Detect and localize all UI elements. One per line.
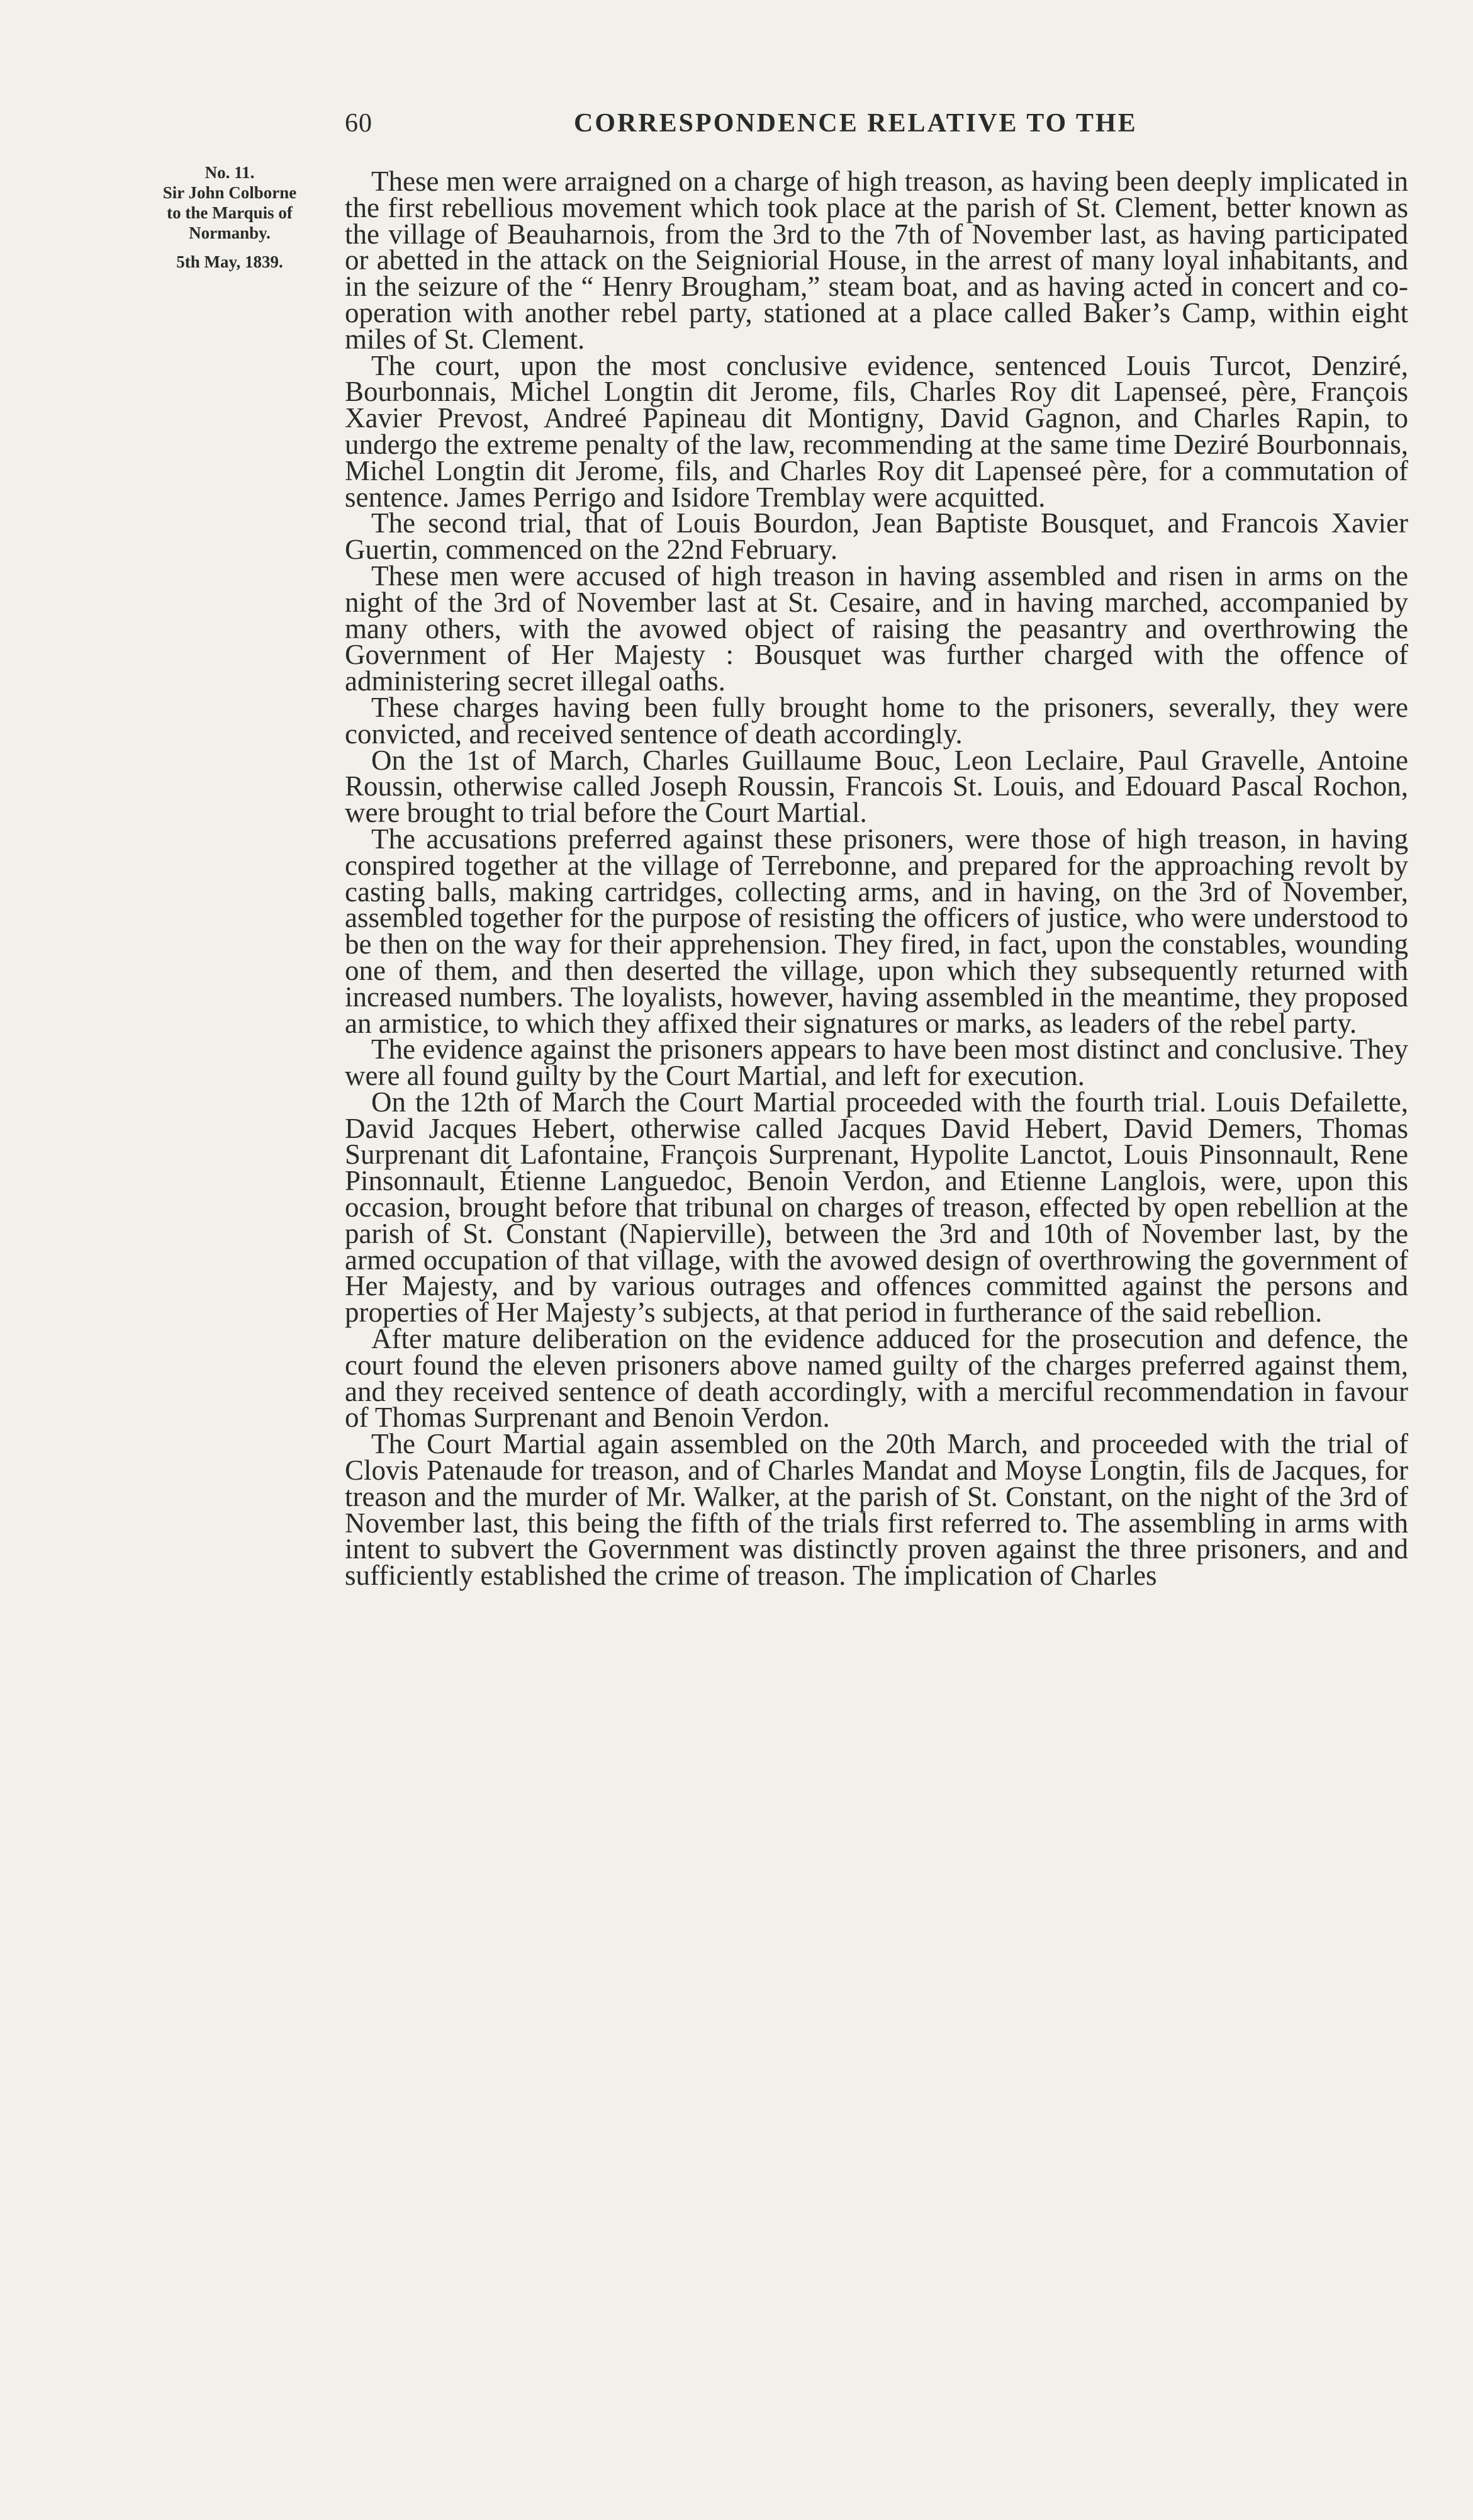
- running-header: CORRESPONDENCE RELATIVE TO THE: [574, 109, 1138, 138]
- paragraph: After mature deliberation on the evidence adduced for the prosecution and defence, the court found the eleven prisoners above named guilty of the charges preferred against them, and they received sentence of death accordingly, with a merciful recommendation in favour of Thomas Surprenant and Benoin Verdon.: [345, 1323, 1408, 1434]
- paragraph: On the 12th of March the Court Martial proceeded with the fourth trial. Louis Defailette, David Jacques Hebert, otherwise called Jacques David Hebert, David Demers, Thomas Surprenant dit Lafontaine, François Surprenant, Hypolite Lanctot, Louis Pinsonnault, Rene Pinsonnault, Étienne Languedoc, Benoin Verdon, and Etienne Langlois, were, upon this occasion, brought before that tribunal on charges of treason, effected by open rebellion at the parish of St. Constant (Napierville), between the 3rd and 10th of November last, by the armed occupation of that village, with the avowed design of overthrowing the government of Her Majesty, and by various outrages and offences committed against the persons and properties of Her Majesty’s subjects, at that period in furtherance of the said rebellion.: [345, 1086, 1408, 1329]
- margin-note-to-line: to the Marquis of: [167, 203, 293, 222]
- margin-note-number: No. 11.: [204, 163, 255, 182]
- margin-note-from: Sir John Colborne: [162, 183, 297, 202]
- margin-note-date: 5th May, 1839.: [176, 252, 283, 271]
- paragraph: The Court Martial again assembled on the 20th March, and proceeded with the trial of Clovis Patenaude for treason, and of Charles Mandat and Moyse Longtin, fils de Jacques, for treason and the murder of Mr. Walker, at the parish of St. Constant, on the night of the 3rd of November last, this being the fifth of the trials first referred to. The assembling in arms with intent to subvert the Government was distinctly proven against the three prisoners, and and sufficiently established the crime of treason. The implication of Charles: [345, 1428, 1408, 1592]
- paragraph: The evidence against the prisoners appears to have been most distinct and conclusive. They were all found guilty by the Court Martial, and left for execution.: [345, 1033, 1408, 1092]
- body-text: [345, 166, 1408, 1592]
- paragraph: The second trial, that of Louis Bourdon, Jean Baptiste Bousquet, and Francois Xavier Guertin, commenced on the 22nd February.: [345, 507, 1408, 566]
- paragraph: On the 1st of March, Charles Guillaume Bouc, Leon Leclaire, Paul Gravelle, Antoine Roussin, otherwise called Joseph Roussin, Francois St. Louis, and Edouard Pascal Rochon, were brought to trial before the Court Martial.: [345, 744, 1408, 829]
- paragraph: These men were arraigned on a charge of high treason, as having been deeply implicated in the first rebellious movement which took place at the parish of St. Clement, better known as the village of Beauharnois, from the 3rd to the 7th of November last, as having participated or abetted in the attack on the Seigniorial House, in the arrest of many loyal inhabitants, and in the seizure of the “ Henry Brougham,” steam boat, and as having acted in concert and co-operation with another rebel party, stationed at a place called Baker’s Camp, within eight miles of St. Clement.: [345, 166, 1408, 355]
- page-number: 60: [345, 109, 372, 138]
- paragraph: These men were accused of high treason in having assembled and risen in arms on the night of the 3rd of November last at St. Cesaire, and in having marched, accompanied by many others, with the avowed object of raising the peasantry and overthrowing the Government of Her Majesty : Bousquet was further charged with the offence of administering secret illegal oaths.: [345, 560, 1408, 697]
- margin-note: [129, 162, 330, 272]
- paragraph: The court, upon the most conclusive evidence, sentenced Louis Turcot, Denziré, Bourbonnais, Michel Longtin dit Jerome, fils, Charles Roy dit Lapenseé, père, François Xavier Prevost, Andreé Papineau dit Montigny, David Gagnon, and Charles Rapin, to undergo the extreme penalty of the law, recommending at the same time Deziré Bourbonnais, Michel Longtin dit Jerome, fils, and Charles Roy dit Lapenseé père, for a commutation of sentence. James Perrigo and Isidore Tremblay were acquitted.: [345, 349, 1408, 513]
- paragraph: These charges having been fully brought home to the prisoners, severally, they were convicted, and received sentence of death accordingly.: [345, 691, 1408, 750]
- paragraph: The accusations preferred against these prisoners, were those of high treason, in having conspired together at the village of Terrebonne, and prepared for the approaching revolt by casting balls, making cartridges, collecting arms, and in having, on the 3rd of November, assembled together for the purpose of resisting the officers of justice, who were understood to be then on the way for their apprehension. They fired, in fact, upon the constables, wounding one of them, and then deserted the village, upon which they subsequently returned with increased numbers. The loyalists, however, having assembled in the meantime, they proposed an armistice, to which they affixed their signatures or marks, as leaders of the rebel party.: [345, 823, 1408, 1039]
- margin-note-to-name: Normanby.: [189, 223, 271, 242]
